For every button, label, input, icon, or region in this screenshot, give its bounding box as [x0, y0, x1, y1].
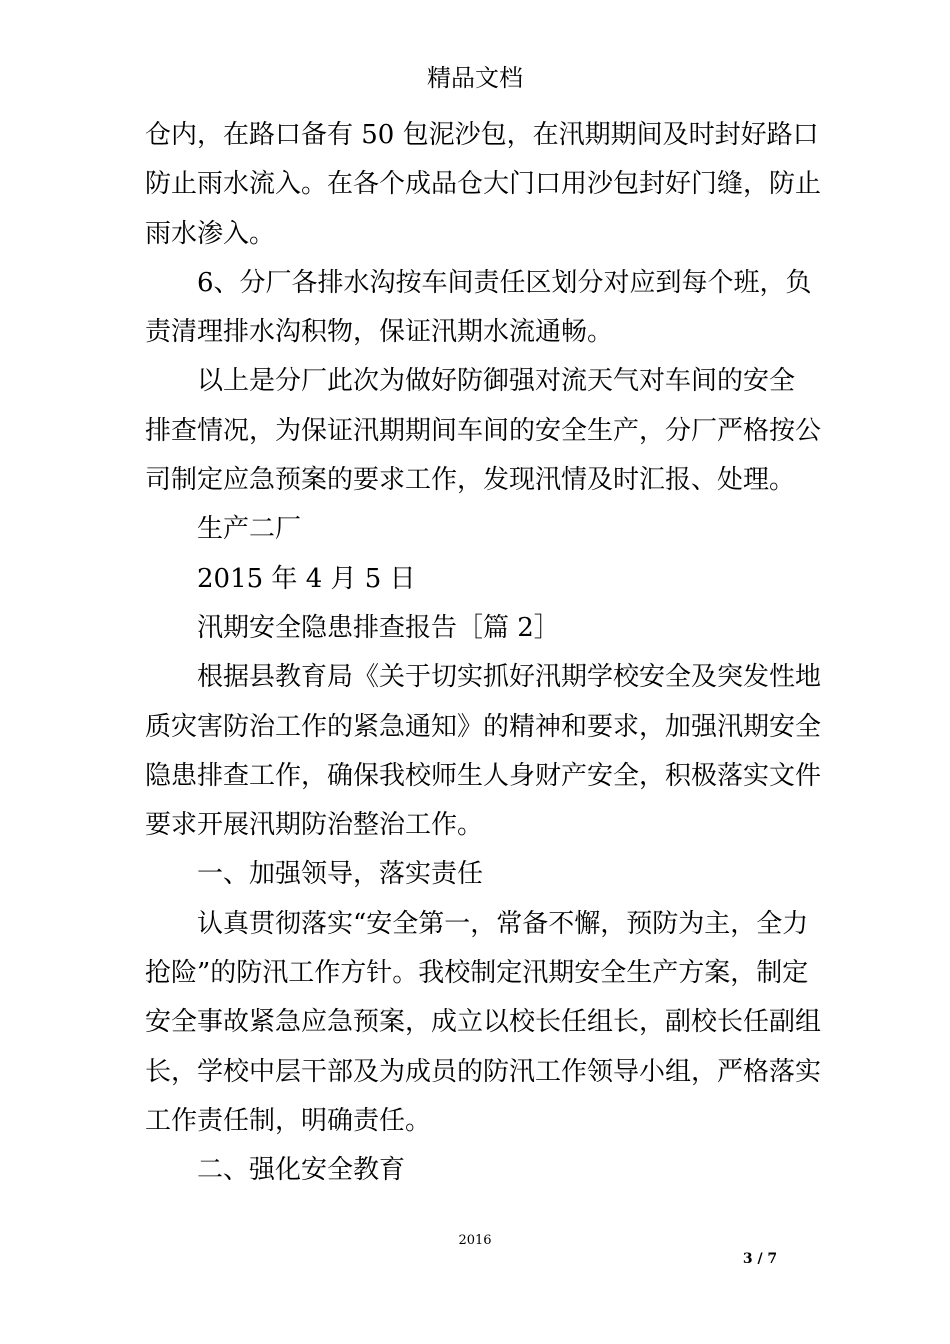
body-line: 雨水渗入。 [145, 218, 276, 249]
footer-year: 2016 [458, 1233, 492, 1248]
body-line: 防止雨水流入。在各个成品仓大门口用沙包封好门缝，防止 [145, 169, 822, 200]
body-line: 隐患排查工作，确保我校师生人身财产安全，积极落实文件 [145, 760, 822, 791]
body-line: 6、分厂各排水沟按车间责任区划分对应到每个班，负 [197, 267, 812, 298]
body-line: 工作责任制，明确责任。 [145, 1105, 432, 1136]
body-line: 安全事故紧急应急预案，成立以校长任组长，副校长任副组 [145, 1007, 822, 1038]
body-line: 认真贯彻落实“安全第一，常备不懈，预防为主，全力 [197, 908, 809, 939]
body-line: 司制定应急预案的要求工作，发现汛情及时汇报、处理。 [145, 465, 796, 496]
page-header-title: 精品文档 [427, 64, 523, 92]
body-line: 要求开展汛期防治整治工作。 [145, 810, 484, 841]
signature-org: 生产二厂 [197, 514, 302, 545]
body-line: 长，学校中层干部及为成员的防汛工作领导小组，严格落实 [145, 1056, 822, 1087]
document-body [145, 111, 845, 1196]
body-line: 抢险”的防汛工作方针。我校制定汛期安全生产方案，制定 [145, 958, 809, 989]
body-line: 仓内，在路口备有 50 包泥沙包，在汛期期间及时封好路口 [145, 120, 819, 150]
body-line: 根据县教育局《关于切实抓好汛期学校安全及突发性地 [197, 662, 822, 693]
body-line: 责清理排水沟积物，保证汛期水流通畅。 [145, 317, 614, 348]
subsection-heading: 一、加强领导，落实责任 [197, 859, 484, 890]
signature-date: 2015 年 4 月 5 日 [197, 563, 416, 594]
page-number: 3 / 7 [742, 1251, 778, 1267]
body-line: 排查情况，为保证汛期期间车间的安全生产，分厂严格按公 [145, 415, 822, 446]
body-line: 质灾害防治工作的紧急通知》的精神和要求，加强汛期安全 [145, 711, 822, 742]
subsection-heading: 二、强化安全教育 [197, 1155, 406, 1186]
section-title: 汛期安全隐患排查报告［篇 2］ [197, 612, 560, 643]
body-line: 以上是分厂此次为做好防御强对流天气对车间的安全 [197, 366, 796, 397]
